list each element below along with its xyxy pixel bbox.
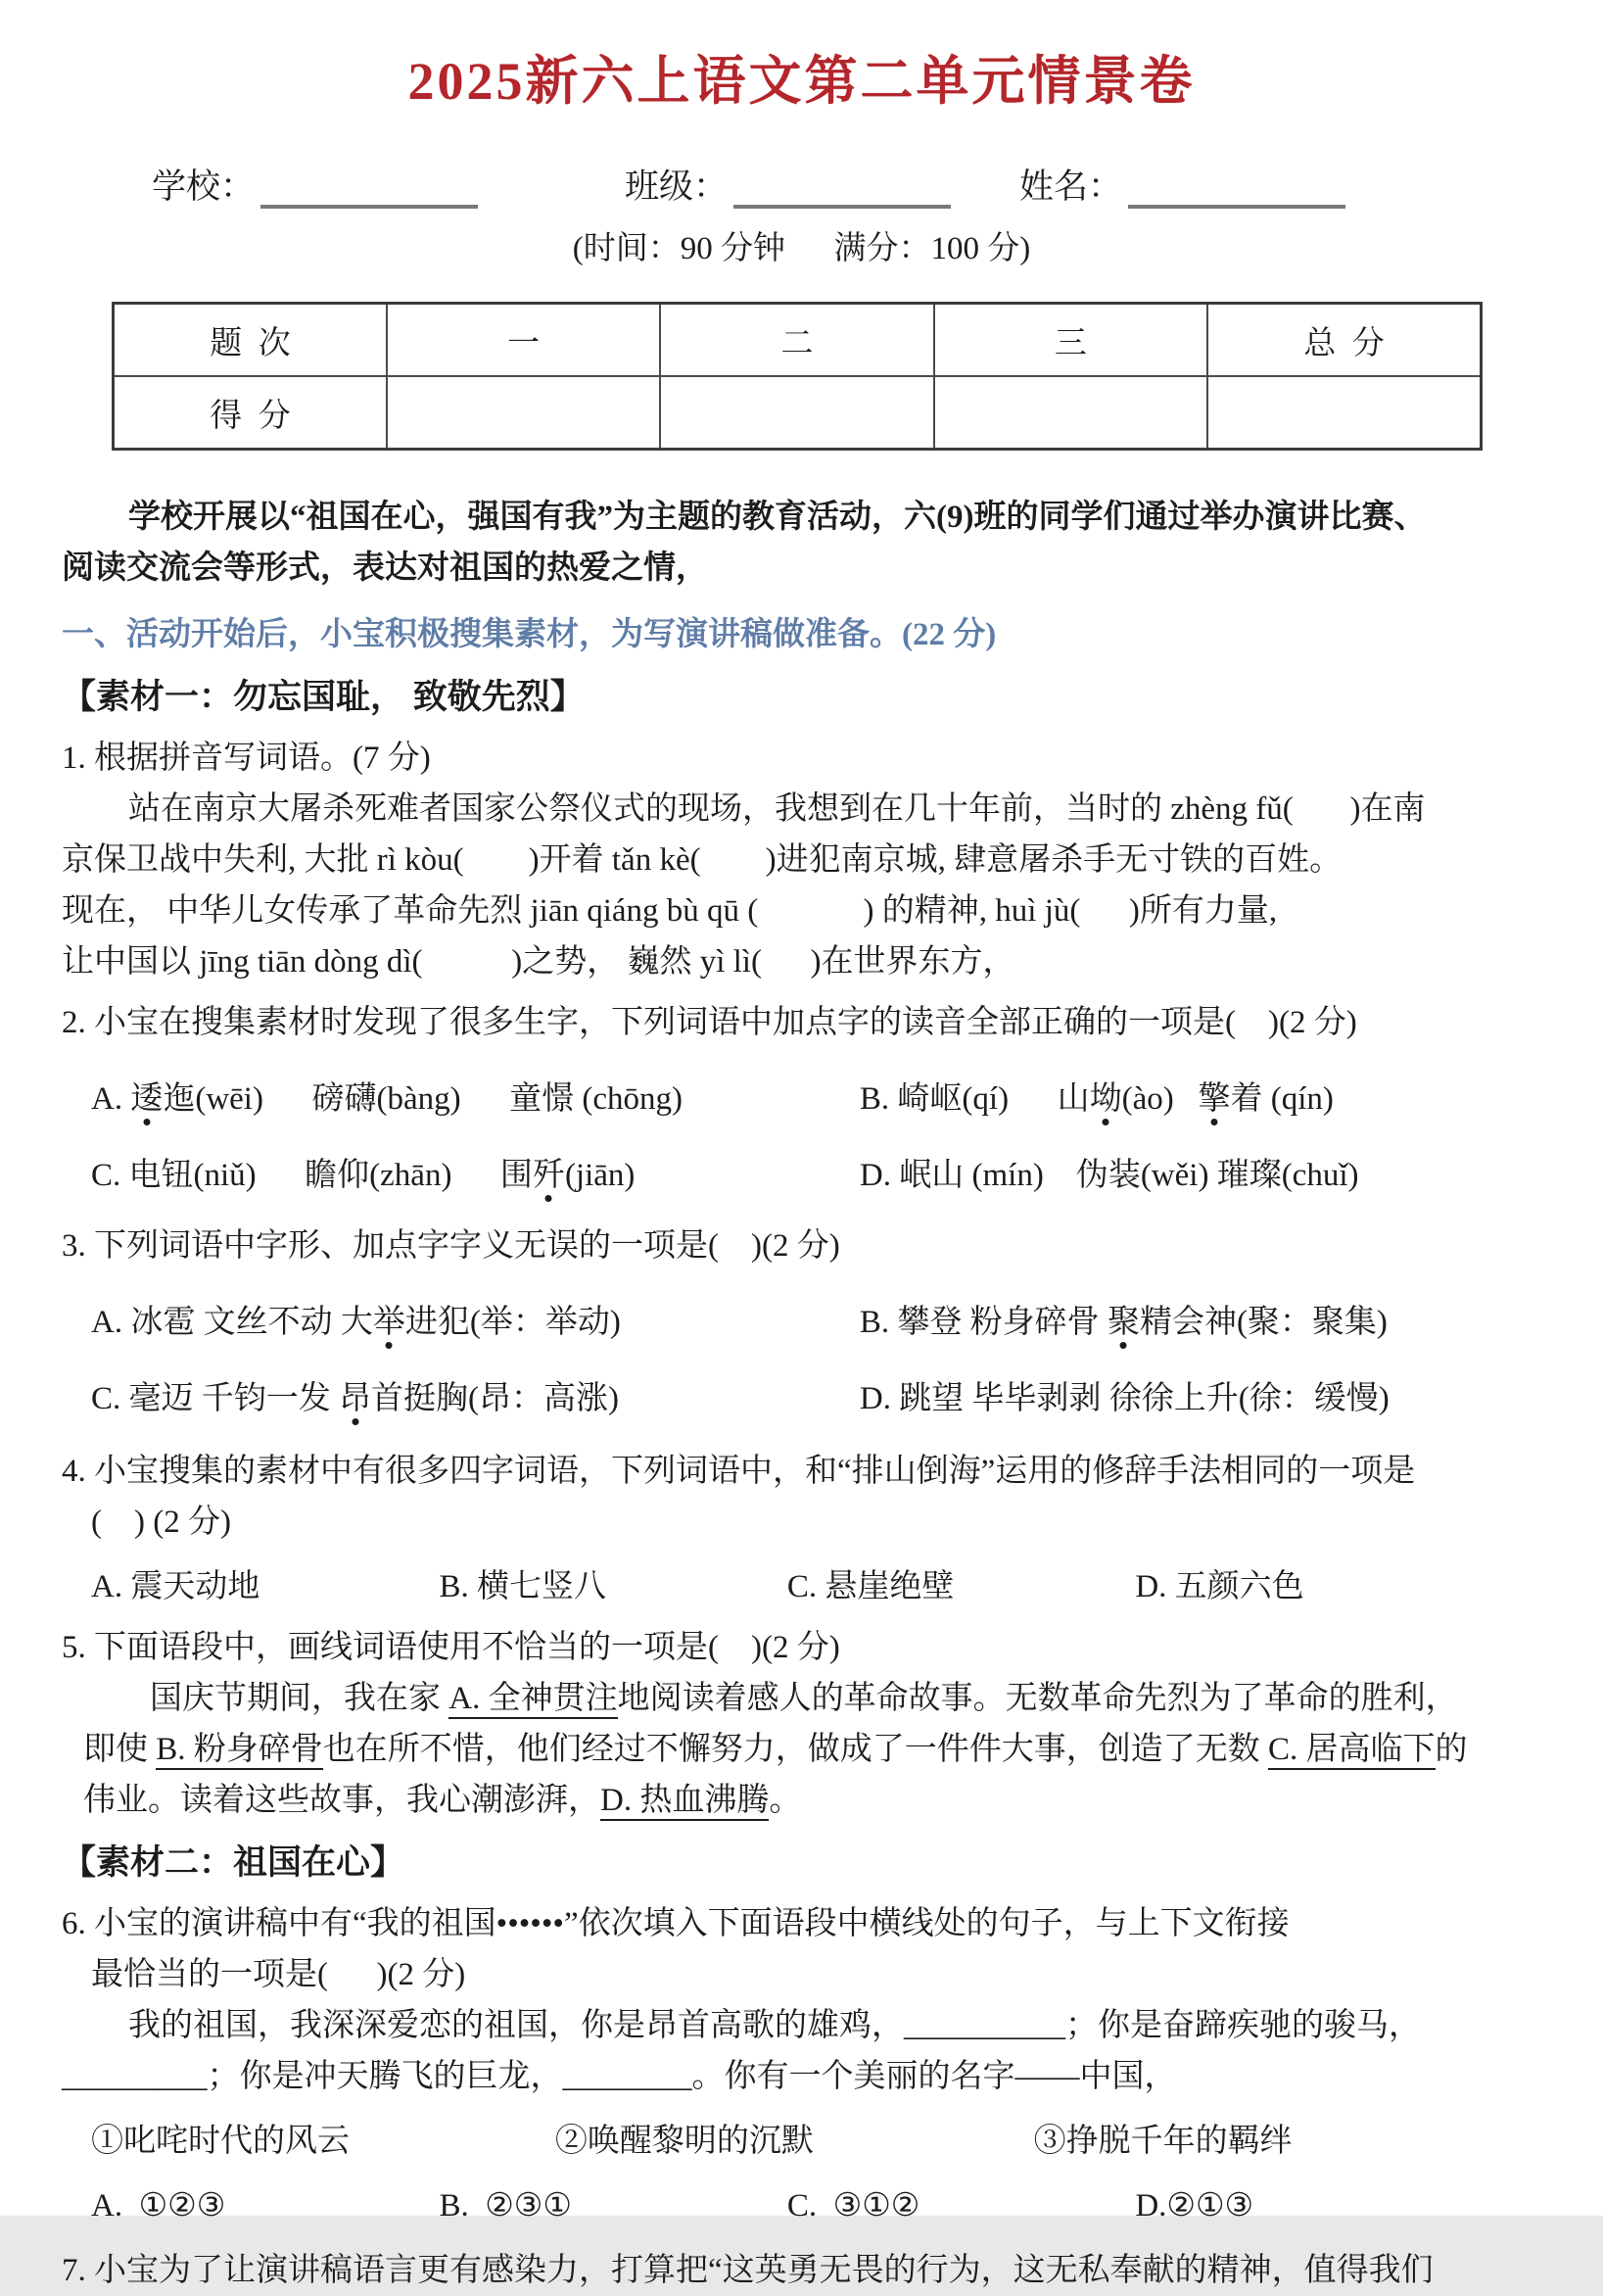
intro-paragraph [62, 492, 1541, 594]
q2-option-b: B. 崎岖(qí) 山坳(ào) 擎着 (qín) [859, 1081, 1334, 1117]
q4-option-b: B. 横七竖八 [439, 1569, 606, 1604]
q1-para-line-4: 让中国以 jīng tiān dòng dì( )之势， 巍然 yì lì( )在世界东方， [62, 944, 1015, 980]
name-blank [1128, 172, 1345, 209]
q6-option-a: A. ①②③ [91, 2188, 226, 2224]
exam-body [0, 492, 1603, 2296]
q4-option-d: D. 五颜六色 [1135, 1569, 1304, 1604]
q6-para-line-1: 我的祖国，我深深爱恋的祖国，你是昂首高歌的雄鸡，__________；你是奋蹄疾驰的骏马， [128, 2008, 1421, 2043]
class-blank [733, 172, 951, 209]
q2-options-row-1 [62, 1074, 1541, 1124]
score-table [112, 302, 1483, 451]
page-title: 2025新六上语文第二单元情景卷 [407, 52, 1196, 111]
q4-option-a: A. 震天动地 [91, 1569, 260, 1604]
question-4-stem-2: ( ) (2 分) [91, 1505, 231, 1540]
q6-item-1: ①叱咤时代的风云 [91, 2124, 350, 2159]
question-4-stem-1: 4. 小宝搜集的素材中有很多四字词语，下列词语中，和“排山倒海”运用的修辞手法相同的一项是 [62, 1454, 1416, 1489]
q1-para-line-3: 现在， 中华儿女传承了革命先烈 jiān qiáng bù qū ( ) 的精神, huì jù( )所有力量, [62, 893, 1278, 929]
q6-item-3: ③挣脱千年的羁绊 [1033, 2124, 1293, 2159]
score-cell-2 [660, 376, 933, 450]
q3-option-b: B. 攀登 粉身碎骨 聚精会神(聚：聚集) [859, 1305, 1388, 1340]
question-4 [62, 1446, 1541, 1612]
question-5 [62, 1622, 1541, 1826]
q5-para-line-1: 国庆节期间，我在家 A. 全神贯注地阅读着感人的革命故事。无数革命先烈为了革命的胜利， [83, 1673, 1541, 1724]
intro-line-1: 学校开展以“祖国在心，强国有我”为主题的教育活动，六(9)班的同学们通过举办演讲比赛、 [128, 500, 1427, 535]
q2-option-c: C. 电钮(niǔ) 瞻仰(zhān) 围歼(jiān) [91, 1158, 636, 1193]
q2-option-d: D. 岷山 (mín) 伪装(wěi) 璀璨(chuǐ) [859, 1158, 1359, 1193]
intro-line-2: 阅读交流会等形式，表达对祖国的热爱之情， [62, 550, 708, 586]
school-field [152, 160, 478, 209]
time-limit-line: (时间：90 分钟 满分：100 分) [572, 231, 1031, 266]
question-1 [62, 733, 1541, 987]
q3-options-row-2 [62, 1373, 1541, 1424]
score-label-cell: 得 分 [114, 376, 387, 450]
score-table-header-cell: 一 [387, 304, 660, 377]
question-6 [62, 1898, 1541, 2231]
student-info-row [0, 160, 1603, 209]
school-blank [260, 172, 478, 209]
q6-option-c: C. ③①② [786, 2188, 920, 2224]
q6-items-row [62, 2116, 1541, 2167]
school-label: 学校： [152, 167, 256, 206]
q6-options-row [62, 2180, 1541, 2231]
score-cell-4 [1207, 376, 1481, 450]
class-field [625, 160, 951, 209]
q4-option-c: C. 悬崖绝壁 [786, 1569, 955, 1604]
question-2 [62, 997, 1541, 1201]
q6-option-b: B. ②③① [439, 2188, 572, 2224]
q3-option-a: A. 冰雹 文丝不动 大举进犯(举：举动) [91, 1305, 621, 1340]
score-cell-3 [934, 376, 1207, 450]
name-field [1019, 160, 1345, 209]
q1-para-line-2: 京保卫战中失利, 大批 rì kòu( )开着 tǎn kè( )进犯南京城, 肆意屠杀手无寸铁的百姓。 [62, 842, 1343, 878]
question-7-stem: 7. 小宝为了让演讲稿语言更有感染力，打算把“这英勇无畏的行为，这无私奉献的精神，值得我们 [62, 2253, 1434, 2288]
question-3-stem: 3. 下列词语中字形、加点字字义无误的一项是( )(2 分) [62, 1228, 840, 1264]
q6-option-d: D.②①③ [1135, 2188, 1254, 2224]
question-6-stem-2: 最恰当的一项是( )(2 分) [91, 1957, 466, 1992]
q5-para-line-3: 伟业。读着这些故事，我心潮澎湃，D. 热血沸腾。 [83, 1775, 1541, 1826]
class-label: 班级： [625, 167, 729, 206]
q3-option-d: D. 跳望 毕毕剥剥 徐徐上升(徐：缓慢) [859, 1381, 1390, 1416]
q5-para-line-2: 即使 B. 粉身碎骨也在所不惜，他们经过不懈努力，做成了一件件大事，创造了无数 C. 居高临下的 [83, 1724, 1541, 1775]
question-5-stem: 5. 下面语段中，画线词语使用不恰当的一项是( )(2 分) [62, 1630, 840, 1665]
question-7 [62, 2245, 1541, 2296]
question-2-stem: 2. 小宝在搜集素材时发现了很多生字，下列词语中加点字的读音全部正确的一项是( )(2 分) [62, 1005, 1357, 1040]
score-table-score-row [114, 376, 1482, 450]
score-cell-1 [387, 376, 660, 450]
score-table-header-cell: 总 分 [1207, 304, 1481, 377]
material-two-heading: 【素材二：祖国在心】 [62, 1843, 405, 1882]
question-3 [62, 1220, 1541, 1424]
part-one-heading: 一、活动开始后，小宝积极搜集素材，为写演讲稿做准备。(22 分) [62, 617, 997, 652]
q6-item-2: ②唤醒黎明的沉默 [554, 2124, 814, 2159]
q3-option-c: C. 毫迈 千钧一发 昂首挺胸(昂：高涨) [91, 1381, 619, 1416]
score-table-header-row [114, 304, 1482, 377]
q1-para-line-1: 站在南京大屠杀死难者国家公祭仪式的现场，我想到在几十年前，当时的 zhèng fǔ( )在南 [128, 791, 1426, 827]
q2-option-a: A. 逶迤(wēi) 磅礴(bàng) 童憬 (chōng) [91, 1081, 683, 1117]
question-6-stem-1: 6. 小宝的演讲稿中有“我的祖国••••••”依次填入下面语段中横线处的句子，与上下文衔接 [62, 1906, 1290, 1941]
question-1-stem: 1. 根据拼音写词语。(7 分) [62, 741, 431, 776]
name-label: 姓名： [1019, 167, 1123, 206]
q3-options-row-1 [62, 1297, 1541, 1348]
q4-options-row [62, 1561, 1541, 1612]
score-table-header-cell: 二 [660, 304, 933, 377]
score-table-header-cell: 题 次 [114, 304, 387, 377]
q6-para-line-2: _________；你是冲天腾飞的巨龙，________。你有一个美丽的名字——中国， [62, 2059, 1177, 2094]
score-table-header-cell: 三 [934, 304, 1207, 377]
material-one-heading: 【素材一：勿忘国耻， 致敬先烈】 [62, 678, 585, 716]
q2-options-row-2 [62, 1150, 1541, 1201]
